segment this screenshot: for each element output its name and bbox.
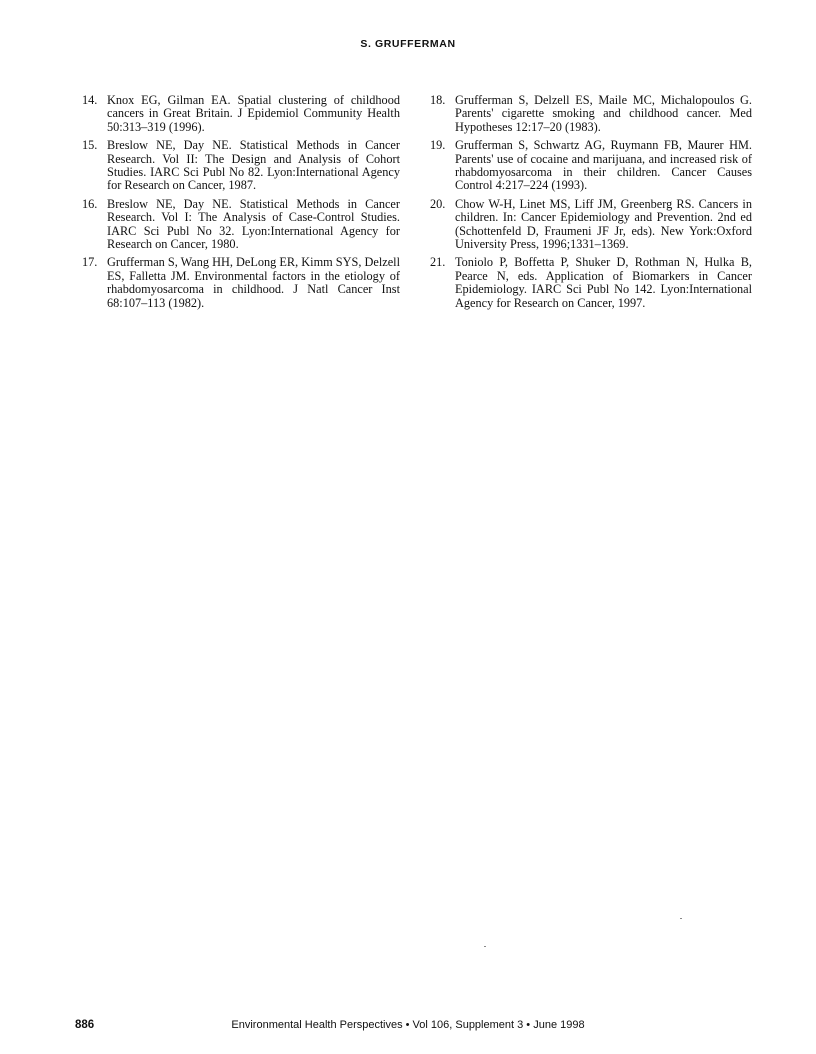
references-column-right	[430, 94, 752, 315]
page-footer	[0, 1019, 816, 1035]
reference-item	[430, 139, 752, 193]
reference-number: 21.	[430, 255, 446, 270]
reference-item	[430, 94, 752, 134]
reference-text: Grufferman S, Schwartz AG, Ruymann FB, Maurer HM. Parents' use of cocaine and marijuana, and increased risk of rhabdomyosarcoma in their children. Cancer Causes Control 4:217–224 (1993).	[455, 138, 752, 193]
reference-item	[430, 256, 752, 310]
reference-item	[82, 139, 400, 193]
reference-text: Toniolo P, Boffetta P, Shuker D, Rothman N, Hulka B, Pearce N, eds. Application of Biomarkers in Cancer Epidemiology. IARC Sci Publ No 142. Lyon:International Agency for Research on Cancer, 1997.	[455, 255, 752, 310]
reference-item	[82, 256, 400, 310]
reference-number: 15.	[82, 138, 98, 153]
reference-item	[430, 198, 752, 252]
reference-text: Grufferman S, Delzell ES, Maile MC, Michalopoulos G. Parents' cigarette smoking and childhood cancer. Med Hypotheses 12:17–20 (1983).	[455, 93, 752, 134]
scan-speck	[484, 946, 486, 947]
reference-text: Grufferman S, Wang HH, DeLong ER, Kimm SYS, Delzell ES, Falletta JM. Environmental factors in the etiology of rhabdomyosarcoma in childhood. J Natl Cancer Inst 68:107–113 (1982).	[107, 255, 400, 310]
reference-item	[82, 94, 400, 134]
reference-number: 17.	[82, 255, 98, 270]
page-number: 886	[75, 1019, 95, 1031]
reference-text: Chow W-H, Linet MS, Liff JM, Greenberg RS. Cancers in children. In: Cancer Epidemiology and Prevention. 2nd ed (Schottenfeld D, Fraumeni JF Jr, eds). New York:Oxford University Press, 1996;1331–1369.	[455, 196, 752, 252]
scan-speck	[680, 918, 682, 919]
references-column-left	[82, 94, 400, 315]
reference-number: 16.	[82, 196, 98, 211]
reference-number: 20.	[430, 196, 446, 211]
running-title: S. GRUFFERMAN	[360, 38, 456, 50]
reference-number: 14.	[82, 93, 98, 107]
reference-number: 18.	[430, 93, 446, 107]
reference-text: Breslow NE, Day NE. Statistical Methods in Cancer Research. Vol II: The Design and Analysis of Cohort Studies. IARC Sci Publ No 82. Lyon:International Agency for Research on Cancer, 1987.	[107, 138, 400, 193]
reference-number: 19.	[430, 138, 446, 153]
reference-text: Knox EG, Gilman EA. Spatial clustering of childhood cancers in Great Britain. J Epidemiol Community Health 50:313–319 (1996).	[107, 93, 400, 134]
journal-citation-line: Environmental Health Perspectives • Vol 106, Supplement 3 • June 1998	[231, 1019, 585, 1031]
reference-item	[82, 198, 400, 252]
reference-text: Breslow NE, Day NE. Statistical Methods in Cancer Research. Vol I: The Analysis of Case-Control Studies. IARC Sci Publ No 32. Lyon:International Agency for Research on Cancer, 1980.	[107, 196, 400, 252]
